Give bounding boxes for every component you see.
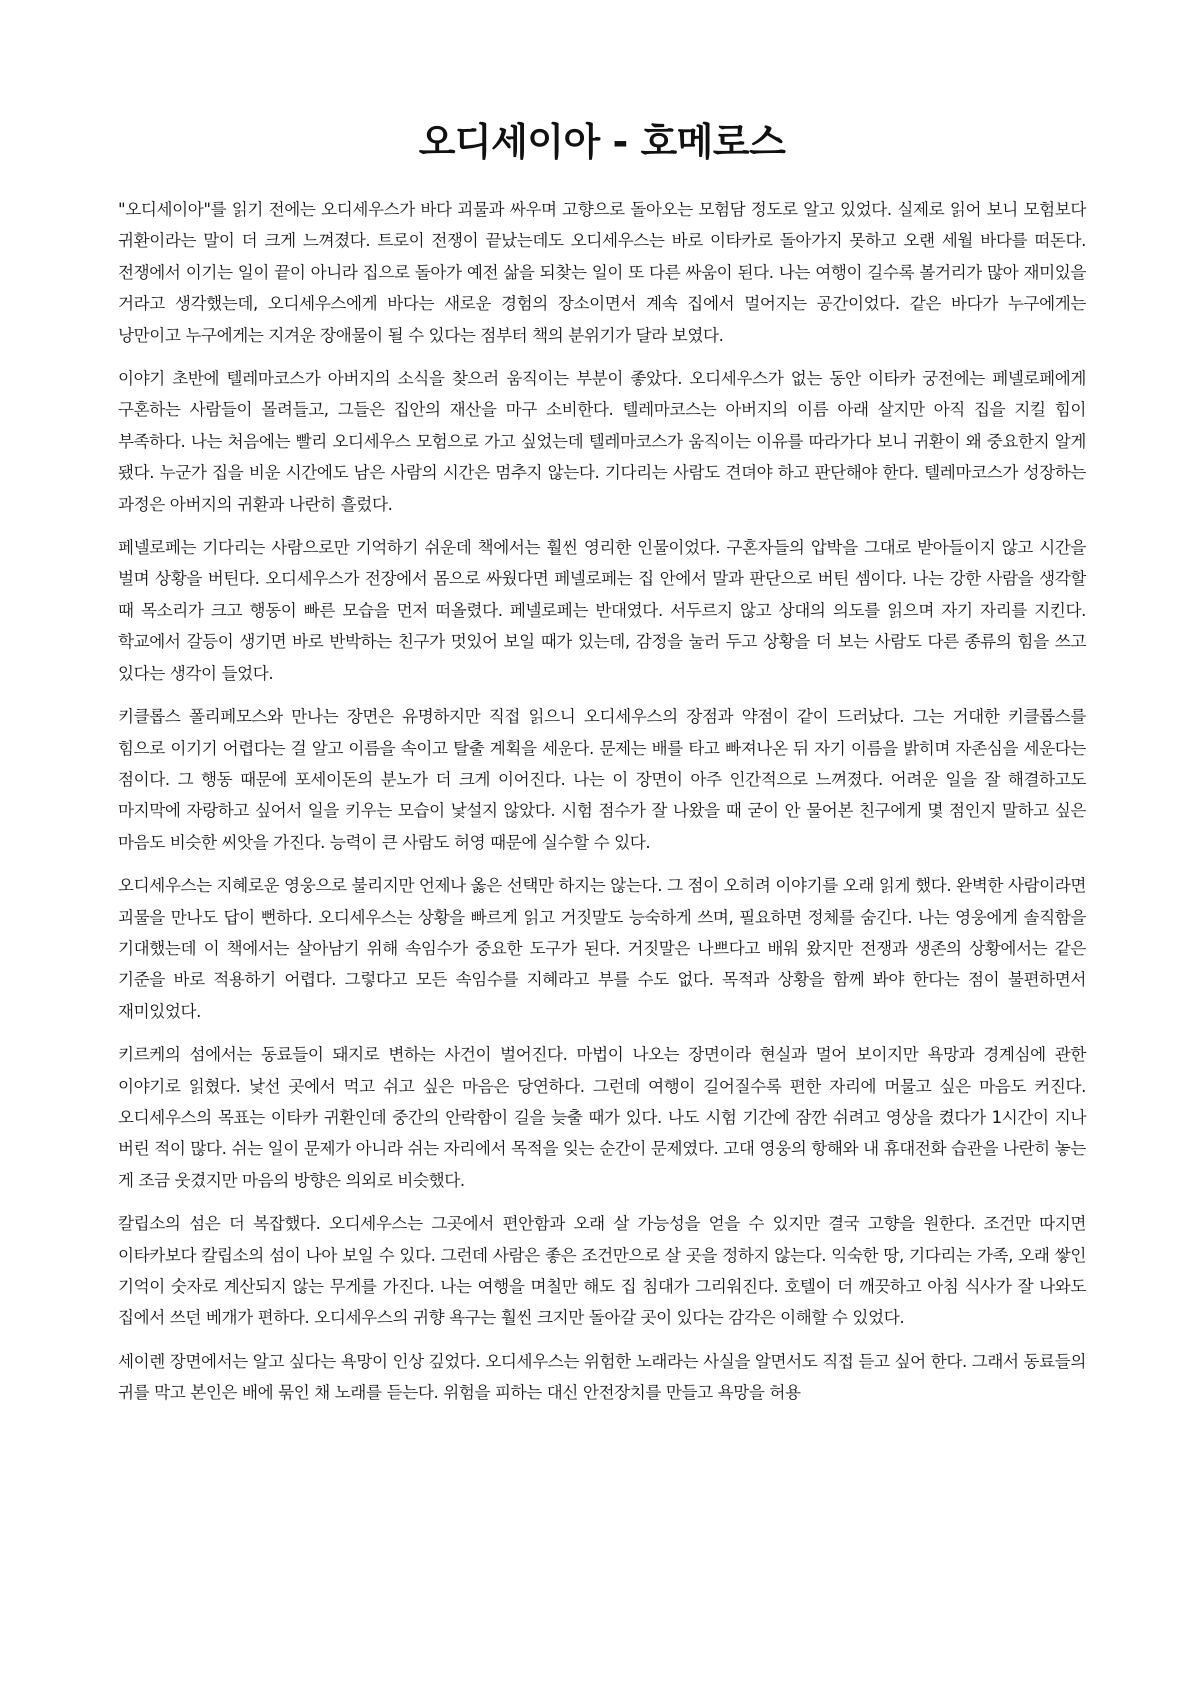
- paragraph-3: 페넬로페는 기다리는 사람으로만 기억하기 쉬운데 책에서는 훨씬 영리한 인물이었다. 구혼자들의 압박을 그대로 받아들이지 않고 시간을 벌며 상황을 버틴다. 오디세우스가 전장에서 몸으로 싸웠다면 페넬로페는 집 안에서 말과 판단으로 버틴 셈이다. 나는 강한 사람을 생각할 때 목소리가 크고 행동이 빠른 모습을 먼저 떠올렸다. 페넬로페는 반대였다. 서두르지 않고 상대의 의도를 읽으며 자기 자리를 지킨다. 학교에서 갈등이 생기면 바로 반박하는 친구가 멋있어 보일 때가 있는데, 감정을 눌러 두고 상황을 더 보는 사람도 다른 종류의 힘을 쓰고 있다는 생각이 들었다.: [118, 538, 1086, 683]
- document-title: 오디세이아 - 호메로스: [418, 120, 786, 164]
- paragraph-4: 키클롭스 폴리페모스와 만나는 장면은 유명하지만 직접 읽으니 오디세우스의 장점과 약점이 같이 드러났다. 그는 거대한 키클롭스를 힘으로 이기기 어렵다는 걸 알고 이름을 속이고 탈출 계획을 세운다. 문제는 배를 타고 빠져나온 뒤 자기 이름을 밝히며 자존심을 세운다는 점이다. 그 행동 때문에 포세이돈의 분노가 더 크게 이어진다. 나는 이 장면이 아주 인간적으로 느껴졌다. 어려운 일을 잘 해결하고도 마지막에 자랑하고 싶어서 일을 키우는 모습이 낯설지 않았다. 시험 점수가 잘 나왔을 때 굳이 안 물어본 친구에게 몇 점인지 말하고 싶은 마음도 비슷한 씨앗을 가진다. 능력이 큰 사람도 허영 때문에 실수할 수 있다.: [118, 707, 1086, 852]
- paragraph-1: "오디세이아"를 읽기 전에는 오디세우스가 바다 괴물과 싸우며 고향으로 돌아오는 모험담 정도로 알고 있었다. 실제로 읽어 보니 모험보다 귀환이라는 말이 더 크게 느껴졌다. 트로이 전쟁이 끝났는데도 오디세우스는 바로 이타카로 돌아가지 못하고 오랜 세월 바다를 떠돈다. 전쟁에서 이기는 일이 끝이 아니라 집으로 돌아가 예전 삶을 되찾는 일이 또 다른 싸움이 된다. 나는 여행이 길수록 볼거리가 많아 재미있을 거라고 생각했는데, 오디세우스에게 바다는 새로운 경험의 장소이면서 계속 집에서 멀어지는 공간이었다. 같은 바다가 누구에게는 낭만이고 누구에게는 지겨운 장애물이 될 수 있다는 점부터 책의 분위기가 달라 보였다.: [118, 200, 1086, 345]
- paragraph-6: 키르케의 섬에서는 동료들이 돼지로 변하는 사건이 벌어진다. 마법이 나오는 장면이라 현실과 멀어 보이지만 욕망과 경계심에 관한 이야기로 읽혔다. 낯선 곳에서 먹고 쉬고 싶은 마음은 당연하다. 그런데 여행이 길어질수록 편한 자리에 머물고 싶은 마음도 커진다. 오디세우스의 목표는 이타카 귀환인데 중간의 안락함이 길을 늦출 때가 있다. 나도 시험 기간에 잠깐 쉬려고 영상을 켰다가 1시간이 지나 버린 적이 많다. 쉬는 일이 문제가 아니라 쉬는 자리에서 목적을 잊는 순간이 문제였다. 고대 영웅의 항해와 내 휴대전화 습관을 나란히 놓는 게 조금 웃겼지만 마음의 방향은 의외로 비슷했다.: [118, 1045, 1086, 1190]
- paragraph-7: 칼립소의 섬은 더 복잡했다. 오디세우스는 그곳에서 편안함과 오래 살 가능성을 얻을 수 있지만 결국 고향을 원한다. 조건만 따지면 이타카보다 칼립소의 섬이 나아 보일 수 있다. 그런데 사람은 좋은 조건만으로 살 곳을 정하지 않는다. 익숙한 땅, 기다리는 가족, 오래 쌓인 기억이 숫자로 계산되지 않는 무게를 가진다. 나는 여행을 며칠만 해도 집 침대가 그리워진다. 호텔이 더 깨끗하고 아침 식사가 잘 나와도 집에서 쓰던 베개가 편하다. 오디세우스의 귀향 욕구는 훨씬 크지만 돌아갈 곳이 있다는 감각은 이해할 수 있었다.: [118, 1214, 1086, 1328]
- document-page: [118, 112, 1086, 1421]
- paragraph-8: 세이렌 장면에서는 알고 싶다는 욕망이 인상 깊었다. 오디세우스는 위험한 노래라는 사실을 알면서도 직접 듣고 싶어 한다. 그래서 동료들의 귀를 막고 본인은 배에 묶인 채 노래를 듣는다. 위험을 피하는 대신 안전장치를 만들고 욕망을 허용: [118, 1351, 1086, 1403]
- paragraph-2: 이야기 초반에 텔레마코스가 아버지의 소식을 찾으러 움직이는 부분이 좋았다. 오디세우스가 없는 동안 이타카 궁전에는 페넬로페에게 구혼하는 사람들이 몰려들고, 그들은 집안의 재산을 마구 소비한다. 텔레마코스는 아버지의 이름 아래 살지만 아직 집을 지킬 힘이 부족하다. 나는 처음에는 빨리 오디세우스 모험으로 가고 싶었는데 텔레마코스가 움직이는 이유를 따라가다 보니 귀환이 왜 중요한지 알게 됐다. 누군가 집을 비운 시간에도 남은 사람의 시간은 멈추지 않는다. 기다리는 사람도 견뎌야 하고 판단해야 한다. 텔레마코스가 성장하는 과정은 아버지의 귀환과 나란히 흘렀다.: [118, 369, 1086, 514]
- paragraph-5: 오디세우스는 지혜로운 영웅으로 불리지만 언제나 옳은 선택만 하지는 않는다. 그 점이 오히려 이야기를 오래 읽게 했다. 완벽한 사람이라면 괴물을 만나도 답이 뻔하다. 오디세우스는 상황을 빠르게 읽고 거짓말도 능숙하게 쓰며, 필요하면 정체를 숨긴다. 나는 영웅에게 솔직함을 기대했는데 이 책에서는 살아남기 위해 속임수가 중요한 도구가 된다. 거짓말은 나쁘다고 배워 왔지만 전쟁과 생존의 상황에서는 같은 기준을 바로 적용하기 어렵다. 그렇다고 모든 속임수를 지혜라고 부를 수도 없다. 목적과 상황을 함께 봐야 한다는 점이 불편하면서 재미있었다.: [118, 876, 1086, 1021]
